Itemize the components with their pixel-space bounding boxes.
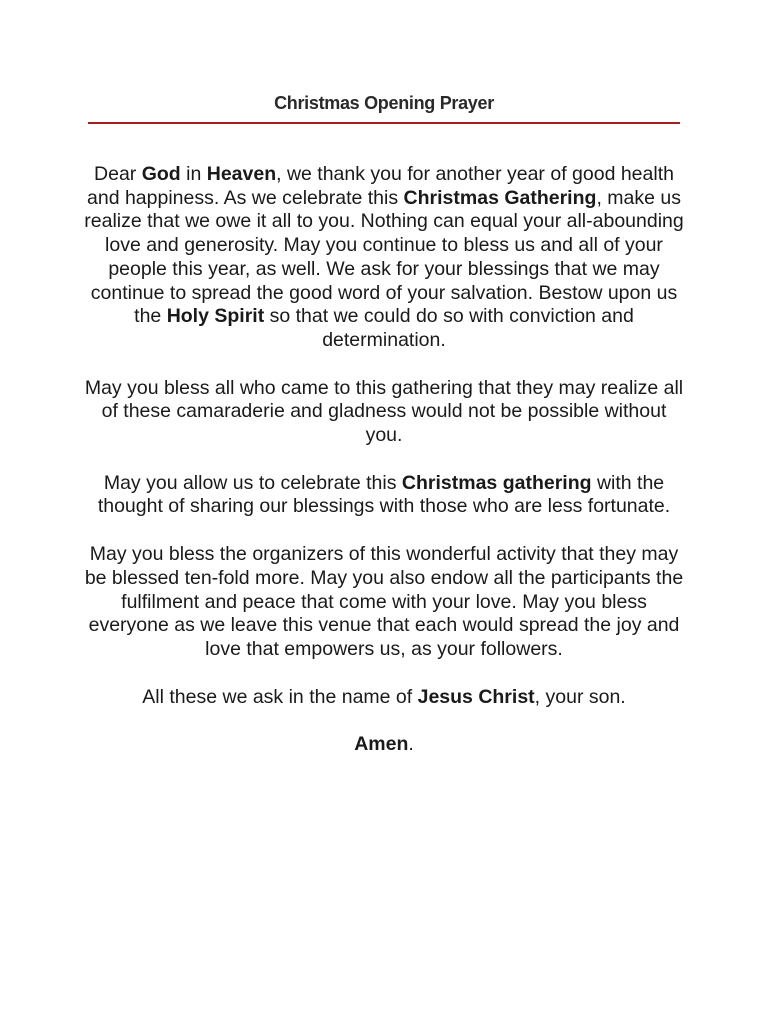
emphasis-amen: Amen xyxy=(354,733,409,756)
paragraph-opening: Dear God in Heaven, we thank you for another year of good health and happiness. As we celebrate this Christmas Gathering, make us realize that we owe it all to you. Nothing can equal your all-abounding love and generosity. May you continue to bless us and all of your people this year, as well. We ask for your blessings that we may continue to spread the good word of your salvation. Bestow upon us the Holy Spirit so that we could do so with conviction and determination. xyxy=(84,163,684,351)
emphasis-heaven: Heaven xyxy=(206,163,277,185)
document-title: Christmas Opening Prayer xyxy=(274,93,494,113)
emphasis-christmas-gathering-2: Christmas gathering xyxy=(401,471,592,494)
paragraph-amen: Amen. xyxy=(354,733,414,756)
paragraph-celebrate: May you allow us to celebrate this Christmas gathering with the thought of sharing our blessings with those who are less fortunate. xyxy=(97,471,671,518)
paragraph-bless-organizers: May you bless the organizers of this wonderful activity that they may be blessed ten-fold more. May you also endow all the participants the fulfilment and peace that come with your love. May you bless everyone as we leave this venue that each would spread the joy and love that empowers us, as your followers. xyxy=(84,543,684,660)
title-divider xyxy=(88,122,680,124)
paragraph-bless-attendees: May you bless all who came to this gathering that they may realize all of these camaraderie and gladness would not be possible without you. xyxy=(84,376,684,447)
emphasis-christmas-gathering: Christmas Gathering xyxy=(403,186,597,209)
emphasis-god: God xyxy=(141,163,181,185)
paragraph-closing: All these we ask in the name of Jesus Christ, your son. xyxy=(142,685,626,708)
emphasis-jesus-christ: Jesus Christ xyxy=(417,685,535,708)
emphasis-holy-spirit: Holy Spirit xyxy=(166,305,265,328)
prayer-body xyxy=(84,163,684,781)
